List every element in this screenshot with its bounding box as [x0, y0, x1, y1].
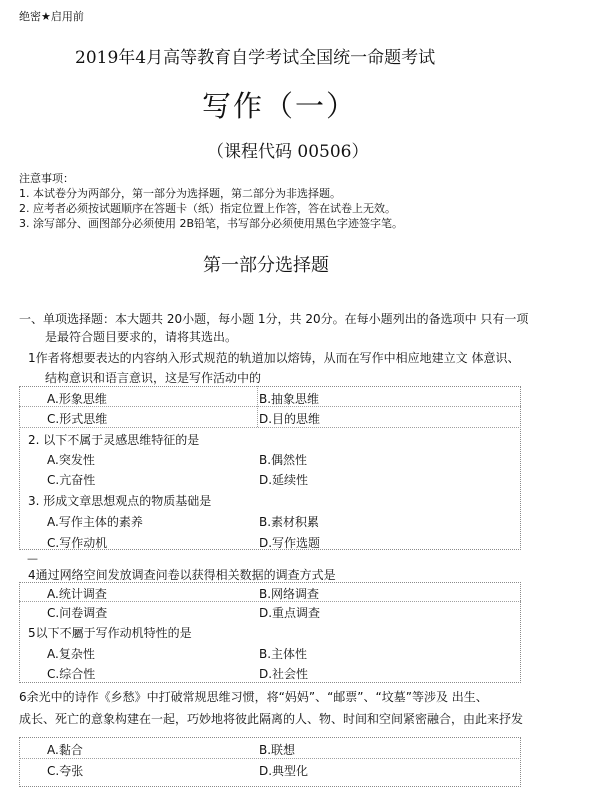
option-b[interactable]: B.偶然性: [259, 453, 308, 467]
option-d[interactable]: D.社会性: [259, 667, 309, 681]
part-one-heading: 第一部分选择题: [203, 255, 329, 276]
stray-dash: —: [27, 552, 38, 565]
option-a[interactable]: A.黏合: [47, 743, 83, 757]
option-b[interactable]: B.主体性: [259, 647, 308, 661]
question-stem: 5以下不屬于写作动机特性的是: [28, 626, 192, 640]
note-item: 2. 应考者必须按试题顺序在答题卡（纸）指定位置上作答，答在试卷上无效。: [19, 202, 396, 215]
notes-heading: 注意事项：: [19, 172, 74, 185]
question-stem: 6余光中的诗作《乡愁》中打破常规思维习惯，将“妈妈”、“邮票”、“坟墓”等涉及 出生、: [19, 690, 488, 704]
option-d[interactable]: D.目的思维: [259, 412, 321, 426]
section-instruction-cont: 是最符合题目要求的，请将其选出。: [45, 330, 238, 344]
option-c[interactable]: C.亢奋性: [47, 473, 96, 487]
course-code: （课程代码 00506）: [207, 142, 369, 162]
option-c[interactable]: C.形式思维: [47, 412, 108, 426]
option-a[interactable]: A.统计调查: [47, 587, 107, 601]
question-stem: 3. 形成文章思想观点的物质基础是: [28, 494, 212, 508]
question-stem: 4通过网络空间发放调查问卷以获得相关数据的调查方式是: [28, 568, 336, 582]
option-d[interactable]: D.典型化: [259, 764, 309, 778]
question-stem: 结构意识和语言意识，这是写作活动中的: [45, 371, 262, 385]
option-d[interactable]: D.写作选题: [259, 536, 321, 550]
option-c[interactable]: C.写作动机: [47, 536, 108, 550]
note-item: 3. 涂写部分、画图部分必须使用 2B铅笔，书写部分必须使用黑色字迹签字笔。: [19, 217, 404, 230]
section-instruction: 一、单项选择题：本大题共 20小题，每小题 1分，共 20分。在每小题列出的备选项中 只有一项: [19, 312, 529, 326]
note-item: 1. 本试卷分为两部分，第一部分为选择题，第二部分为非选择题。: [19, 187, 341, 200]
option-c[interactable]: C.问卷调查: [47, 606, 108, 620]
option-c[interactable]: C.综合性: [47, 667, 96, 681]
option-b[interactable]: B.素材积累: [259, 515, 320, 529]
question-stem: 1作者将想要表达的内容纳入形式规范的轨道加以熔铸，从而在写作中相应地建立文 体意识、: [28, 351, 520, 365]
question-stem: 成长、死亡的意象构建在一起，巧妙地将彼此隔离的人、物、时间和空间紧密融合，由此来抒发: [19, 712, 524, 726]
option-a[interactable]: A.复杂性: [47, 647, 95, 661]
option-a[interactable]: A.突发性: [47, 453, 95, 467]
question-stem: 2. 以下不属于灵感思维特征的是: [28, 433, 200, 447]
subject-title: 写作（一）: [202, 89, 358, 123]
option-d[interactable]: D.重点调查: [259, 606, 321, 620]
option-d[interactable]: D.延续性: [259, 473, 309, 487]
option-a[interactable]: A.写作主体的素养: [47, 515, 143, 529]
exam-title: 2019年4月高等教育自学考试全国统一命题考试: [75, 48, 436, 68]
option-b[interactable]: B.联想: [259, 743, 296, 757]
option-c[interactable]: C.夸张: [47, 764, 84, 778]
confidential-label: 绝密★启用前: [19, 10, 84, 23]
option-a[interactable]: A.形象思维: [47, 392, 107, 406]
option-b[interactable]: B.网络调查: [259, 587, 320, 601]
option-b[interactable]: B.抽象思维: [259, 392, 320, 406]
